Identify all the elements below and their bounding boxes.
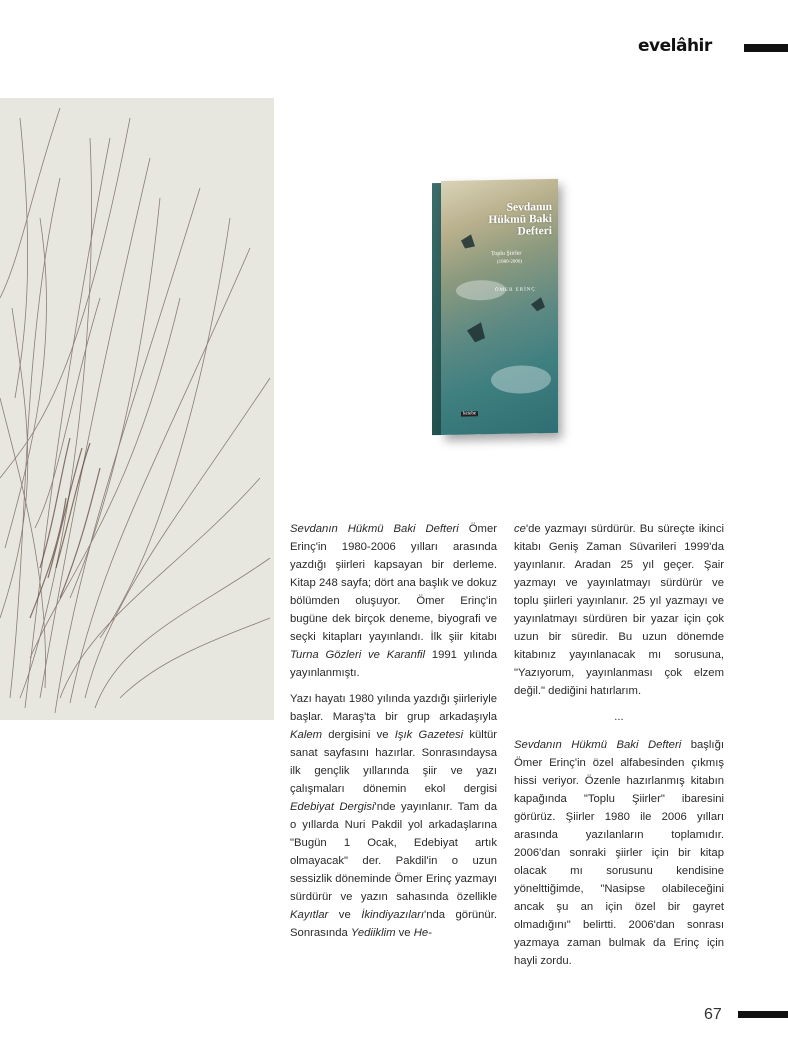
italic-ref: Yediiklim [350, 927, 396, 939]
text: Ömer Erinç'in 1980-2006 yılları arasında yazdığı şiirleri kapsayan bir derleme. Kitap 248 sayfa; dört ana başlık ve dokuz bölümden oluşuyor. Ömer Erinç'in bugüne dek birçok deneme, biyografi ve seçki kitapları yayınlandı. İlk şiir kitabı [290, 523, 497, 643]
book-title-line2: Hükmü Baki [488, 213, 552, 227]
italic-ref: Edebiyat Dergisi [290, 801, 375, 813]
text: 'nda görünür. Sonrasında [290, 909, 497, 939]
text: 'nde yayınlanır. Tam da o yıllarda Nuri Pakdil yol arkadaşlarına "Bugün 1 Ocak, Edebiyat artık olmayacak" der. Pakdil'in o uzun sessizlik döneminde Ömer Erinç yazmayı sürdürür ve yazın sahasında özellikle [290, 801, 497, 903]
text: kültür sanat sayfasını hazırlar. Sonrasındaysa ilk gençlik yıllarında şiir ve yazı çalışmaları dönemin ekol dergisi [290, 729, 498, 795]
text: başlığı Ömer Erinç'in özel alfabesinden çıkmış hissi veriyor. Özenle hazırlanmış kitabın kapağında "Toplu Şiirler" ibaresini görürüz. Şiirler 1980 ile 2006 yılları arasında yazılanların toplamıdır. 2006'dan sonraki şiirler için bir kitap olacak mı sorusunu kendisine yönelttiğimde, "Nasipse olabileceğini ancak şu an için özel bir gayret olmadığını" belirtti. 2006'dan sonrası yazmaya zaman bulmak da Erinç için hayli zordu. [514, 739, 724, 967]
book-subtitle: Toplu Şiirler [491, 250, 522, 258]
text: dergisini ve [322, 729, 395, 741]
paragraph [290, 520, 497, 682]
italic-ref: ce [514, 523, 526, 535]
book-title-ref: Sevdanın Hükmü Baki Defteri [514, 739, 682, 751]
italic-ref: İkindiyazıları [361, 909, 425, 921]
paragraph [290, 690, 497, 942]
article-column-left [290, 520, 497, 950]
book-years: (1980-2006) [497, 259, 522, 265]
text: ve [328, 909, 362, 921]
italic-ref: Işık Gazetesi [394, 729, 464, 741]
paragraph [514, 736, 724, 970]
page-number: 67 [704, 1006, 722, 1023]
sketch-drawing [0, 98, 274, 720]
book-front-cover [441, 179, 558, 435]
book-title-line1: Sevdanın [506, 201, 552, 214]
book-title [441, 201, 552, 239]
italic-ref: Kayıtlar [290, 909, 329, 921]
footer-bar [738, 1011, 788, 1018]
publisher-logo: ketebe [463, 411, 477, 417]
text: 'de yazmayı sürdürür. Bu süreçte ikinci kitabı Geniş Zaman Süvarileri 1999'da yayınlanır. Aradan 25 yıl geçer. Şair yazmayı ve yayınlatmayı sürdürür ve toplu şiirleri yayınlanır. 25 yıl yazmayı ve yayınlatmayı sürdüren bir yazar için çok uzun bir süredir. Bu uzun dönemde kitabınız yayınlanacak mı sorusuna, "Yazıyorum, yayınlanması çok elzem değil." dediğini hatırlarım. [514, 523, 724, 697]
header-bar [744, 44, 788, 52]
italic-ref: Kalem [290, 729, 323, 741]
book-title-ref: Sevdanın Hükmü Baki Defteri [290, 523, 459, 535]
pencil-sketch-image [0, 98, 274, 720]
text: ve [395, 927, 414, 939]
text: Yazı hayatı 1980 yılında yazdığı şiirleriyle başlar. Maraş'ta bir grup arkadaşıyla [290, 693, 498, 723]
book-title-line3: Defteri [517, 225, 552, 238]
paragraph [514, 520, 724, 700]
italic-ref: He- [413, 927, 432, 939]
book-title-ref: Turna Gözleri ve Karanfil [290, 649, 426, 661]
book-spine [432, 183, 441, 435]
section-separator: ... [614, 711, 624, 723]
book-cover-image [432, 179, 558, 435]
text: 1991 yılında yayınlanmıştı. [290, 649, 497, 679]
magazine-brand: evelâhir [638, 36, 712, 56]
article-column-right [514, 520, 724, 978]
book-author: ÖMER ERİNÇ [495, 287, 536, 293]
